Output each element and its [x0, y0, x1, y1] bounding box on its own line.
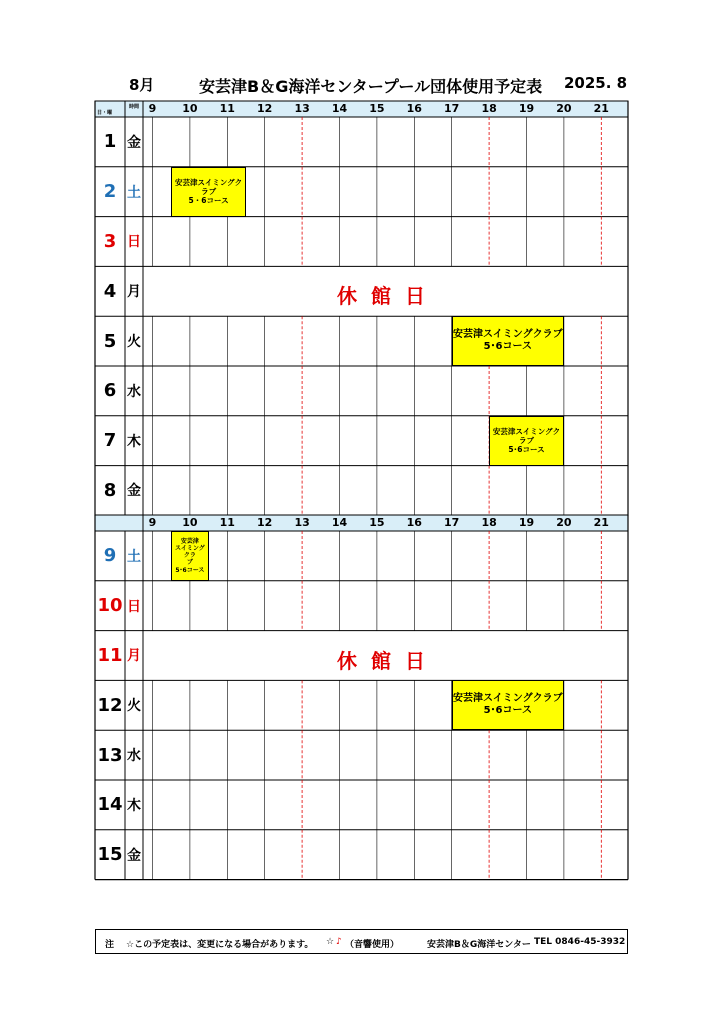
corner-label-day: 日・曜 — [97, 110, 113, 116]
weekday-label: 金 — [127, 483, 141, 500]
hour-label: 10 — [182, 516, 198, 529]
hour-label: 18 — [481, 516, 497, 529]
day-number: 15 — [97, 844, 123, 866]
hour-label: 17 — [444, 516, 460, 529]
day-number: 11 — [97, 644, 123, 666]
weekday-label: 木 — [127, 797, 141, 814]
schedule-event[interactable] — [171, 531, 208, 581]
hour-label: 9 — [148, 516, 157, 529]
hour-label: 16 — [406, 102, 422, 115]
closed-day-label: 休館日 — [337, 648, 439, 673]
schedule-event[interactable] — [489, 416, 564, 466]
day-number: 5 — [103, 330, 117, 352]
footer-music-text: （音響使用） — [345, 940, 400, 950]
footer-star: ☆ — [326, 937, 335, 947]
hour-label: 11 — [219, 516, 235, 529]
hour-header-band — [95, 515, 628, 531]
music-note-icon: ♪ — [336, 937, 342, 947]
hour-label: 11 — [219, 102, 235, 115]
hour-label: 20 — [556, 102, 572, 115]
hour-label: 12 — [257, 516, 273, 529]
day-number: 7 — [103, 430, 117, 452]
weekday-label: 日 — [127, 234, 141, 251]
hour-label: 14 — [331, 516, 348, 529]
page-title: 安芸津B＆G海洋センタープール団体使用予定表 — [199, 77, 543, 96]
weekday-label: 火 — [127, 334, 141, 351]
hour-label: 14 — [331, 102, 348, 115]
weekday-label: 木 — [127, 433, 141, 450]
day-number: 13 — [97, 744, 123, 766]
hour-label: 17 — [444, 102, 460, 115]
day-number: 14 — [97, 794, 123, 816]
hour-label: 15 — [369, 102, 385, 115]
hour-label: 19 — [518, 516, 535, 529]
hour-header-band — [95, 101, 628, 117]
schedule-table — [95, 101, 628, 879]
hour-label: 21 — [593, 102, 609, 115]
weekday-label: 金 — [127, 134, 141, 151]
footer-note — [95, 929, 628, 954]
weekday-label: 水 — [127, 748, 141, 765]
day-number: 8 — [103, 479, 117, 501]
event-text-line: 5･6コース — [508, 445, 545, 455]
day-number: 1 — [103, 131, 117, 153]
schedule-grid — [95, 101, 628, 879]
event-text-line: 安芸津スイミングクラブ — [452, 329, 563, 341]
month-label: 8月 — [129, 76, 155, 94]
hour-label: 13 — [294, 102, 310, 115]
footer-note-label: 注 — [105, 940, 115, 950]
weekday-label: 月 — [127, 648, 141, 665]
hour-label: 12 — [257, 102, 273, 115]
event-text-line: 5･6コース — [483, 341, 532, 353]
weekday-label: 金 — [127, 847, 141, 864]
event-text-line: 5･6コース — [175, 566, 205, 574]
event-text-line: 安芸津スイミングクラブ — [492, 427, 561, 446]
day-number: 12 — [97, 694, 123, 716]
hour-label: 18 — [481, 102, 497, 115]
event-text-line: ブ — [186, 559, 193, 567]
weekday-label: 土 — [127, 184, 141, 201]
closed-day-label: 休館日 — [337, 284, 439, 309]
day-number: 2 — [103, 181, 117, 203]
schedule-event[interactable] — [171, 167, 246, 217]
hour-label: 15 — [369, 516, 385, 529]
year-month-label: 2025. 8 — [564, 74, 628, 92]
hour-label: 10 — [182, 102, 198, 115]
hour-label: 16 — [406, 516, 422, 529]
weekday-label: 日 — [127, 598, 141, 615]
event-text-line: スイミングクラ — [175, 545, 205, 560]
footer-center-name: 安芸津B＆G海洋センター — [427, 940, 531, 950]
weekday-label: 火 — [127, 698, 141, 715]
weekday-label: 月 — [127, 284, 141, 301]
event-text-line: 安芸津スイミングクラブ — [452, 693, 563, 705]
schedule-event[interactable] — [452, 316, 564, 366]
event-text-line: 安芸津スイミングクラブ — [174, 178, 243, 197]
day-number: 10 — [97, 595, 123, 617]
hour-label: 9 — [148, 102, 157, 115]
hour-label: 19 — [518, 102, 535, 115]
weekday-label: 水 — [127, 383, 141, 400]
event-text-line: 5･6コース — [483, 705, 532, 717]
day-number: 3 — [103, 230, 117, 252]
day-number: 4 — [103, 280, 117, 302]
event-text-line: 5・6コース — [188, 196, 229, 206]
footer-note-text: ☆この予定表は、変更になる場合があります。 — [126, 940, 314, 950]
footer-tel: TEL 0846-45-3932 — [534, 937, 626, 947]
event-text-line: 安芸津 — [180, 537, 199, 545]
corner-label-time: 時間 — [129, 104, 140, 110]
day-number: 6 — [103, 380, 117, 402]
weekday-label: 土 — [127, 548, 141, 565]
schedule-event[interactable] — [452, 680, 564, 730]
day-number: 9 — [103, 545, 117, 567]
hour-label: 13 — [294, 516, 310, 529]
hour-label: 21 — [593, 516, 609, 529]
hour-label: 20 — [556, 516, 572, 529]
